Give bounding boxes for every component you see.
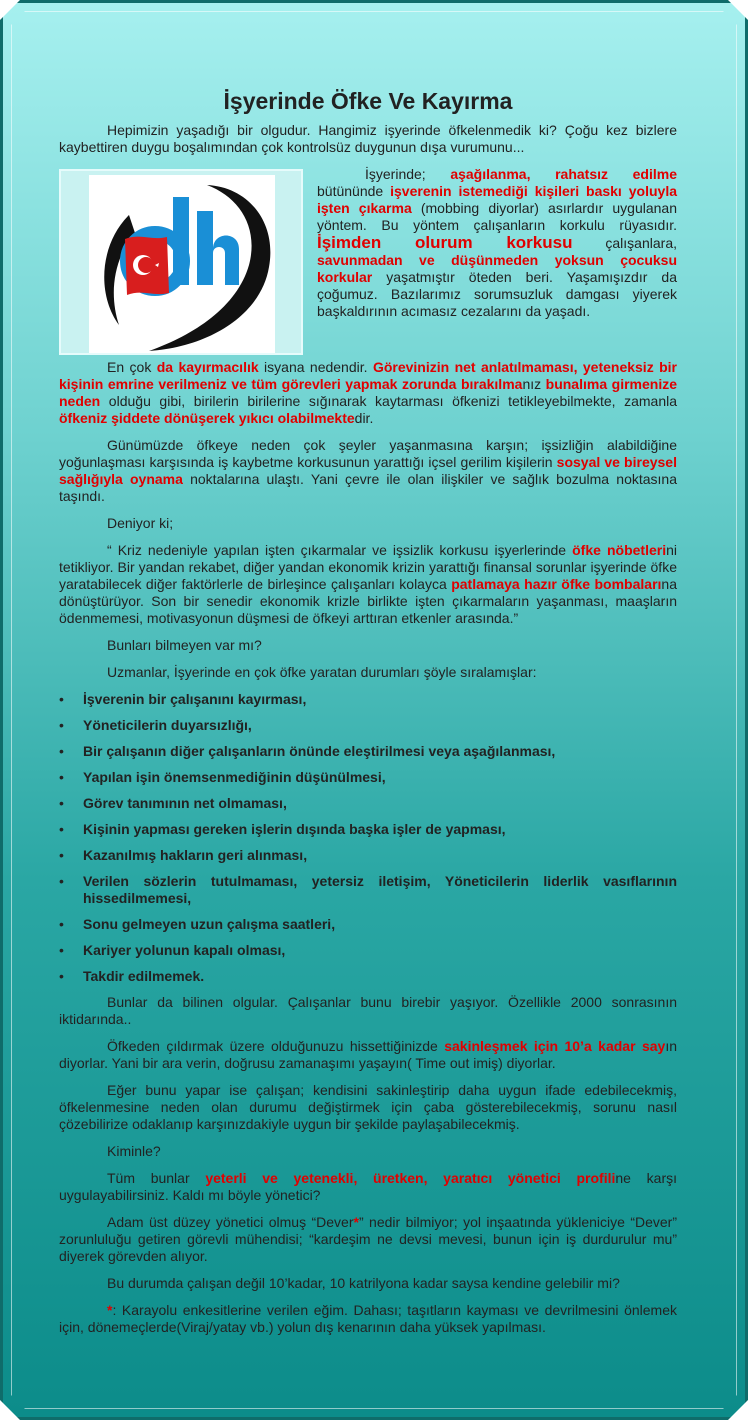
emphasis-span: aşağılanma, rahatsız edilme xyxy=(450,166,677,182)
text-span: dir. xyxy=(354,410,374,426)
text-span: olduğu gibi, birilerin birilerine sığınarak kaytarması öfkenizi tetikleyebilmekte, zamanla xyxy=(100,393,677,409)
paragraph-quadrillion: Bu durumda çalışan değil 10’kadar, 10 katrilyona kadar saysa kendine gelebilir mi? xyxy=(107,1275,620,1291)
list-item: • Kişinin yapması gereken işlerin dışında başka işler de yapması, xyxy=(59,821,677,838)
text-span: isyana nedendir. xyxy=(258,359,373,375)
text-span: ” nedir bilmiyor; yol inşaatında yükleniciye “Dever” zorunluluğu getiren görevli mühendisi; “kardeşim ne devsi mevesi, bunun için iş durdurulur mu” diyerek görevden alıyor. xyxy=(59,1214,677,1264)
emphasis-span: Görevinizin net anlatılmaması, yeteneksiz bir kişinin emrine verilmeniz ve tüm görevleri yapmak zorunda bırakılma xyxy=(59,359,677,392)
paragraph-known: Bunlar da bilinen olgular. Çalışanlar bunu birebir yaşıyor. Özellikle 2000 sonrasının iktidarında.. xyxy=(59,994,677,1027)
dh-logo-icon xyxy=(89,175,275,353)
article xyxy=(59,86,677,1346)
emphasis-span: patlamaya hazır öfke bombaları xyxy=(451,576,662,592)
list-item: • İşverenin bir çalışanını kayırması, xyxy=(59,691,677,708)
emphasis-span: öfke nöbetleri xyxy=(572,542,667,558)
text-span: ne karşı uygulayabilirsiniz. Kaldı mı böyle yönetici? xyxy=(59,1170,677,1203)
list-item: • Kariyer yolunun kapalı olması, xyxy=(59,942,677,959)
text-span: : Karayolu enkesitlerine verilen eğim. Dahası; taşıtların kayması ve devrilmesini önlemek için, dönemeçlerde(Viraj/yatay vb.) yolun dış kenarının daha yüksek yapılması. xyxy=(59,1302,677,1335)
text-span: En çok xyxy=(107,359,157,375)
list-item: • Yöneticilerin duyarsızlığı, xyxy=(59,717,677,734)
text-span: (mobbing diyorlar) asırlardır uygulanan yöntem. Bu yöntem çalışanların korkulu rüyasıdır. xyxy=(317,200,677,233)
text-span: Tüm bunlar xyxy=(107,1170,206,1186)
list-item: • Takdir edilmemek. xyxy=(59,968,677,985)
emphasis-span: İşimden olurum korkusu xyxy=(317,233,573,252)
text-span: çalışanlara, xyxy=(572,235,677,251)
paragraph-intro: Hepimizin yaşadığı bir olgudur. Hangimiz işyerinde öfkelenmedik ki? Çoğu kez bizlere kaybettiren duygu boşalımından çok kontrolsüz duygunun dışa vurumunu... xyxy=(59,122,677,155)
paragraph-with-whom: Kiminle? xyxy=(107,1143,161,1159)
list-item: • Yapılan işin önemsenmediğinin düşünülmesi, xyxy=(59,769,677,786)
emphasis-span: sosyal ve bireysel sağlığıyla oynama xyxy=(59,454,677,487)
emphasis-span: işverenin istemediği kişileri baskı yoluyla işten çıkarma xyxy=(317,183,677,216)
paragraph-question: Bunları bilmeyen var mı? xyxy=(107,637,262,653)
emphasis-span: yeterli ve yetenekli, üretken, yaratıcı yönetici profili xyxy=(205,1170,616,1186)
anger-causes-list xyxy=(59,691,677,985)
footnote xyxy=(59,1302,677,1336)
paragraph-deniyor: Deniyor ki; xyxy=(107,515,174,531)
list-item: • Kazanılmış hakların geri alınması, xyxy=(59,847,677,864)
list-item: • Sonu gelmeyen uzun çalışma saatleri, xyxy=(59,916,677,933)
emphasis-span: bunalıma girmenize neden xyxy=(59,376,677,409)
text-span: Öfkeden çıldırmak üzere olduğunuzu hissettiğinizde xyxy=(107,1038,445,1054)
text-span: ın diyorlar. Yani bir ara verin, doğrusu zamanaşımı yaşayın( Time out imiş) diyorlar. xyxy=(59,1038,677,1071)
list-item: • Görev tanımının net olmaması, xyxy=(59,795,677,812)
asterisk: * xyxy=(107,1302,113,1318)
logo-box xyxy=(59,169,303,355)
paragraph-calm: Eğer bunu yapar ise çalışan; kendisini sakinleştirip daha uygun ifade edebilecekmiş, öfkelenmesine neden olan durumu değiştirmek için çaba gösterebilecekmiş, sorunu nasıl çözebilirize odaklanıp karşınızdakiyle uygun bir şekilde paylaşabilecekmiş. xyxy=(59,1082,677,1132)
emphasis-span: da kayırmacılık xyxy=(156,359,259,375)
text-span: ni tetikliyor. Bir yandan rekabet, diğer yandan ekonomik krizin yarattığı finansal sorunlar işyerinde öfke yaratabilecek diğer faktörlerle de birleşince çalışanları kolayca xyxy=(59,542,677,592)
text-span: bütününde xyxy=(317,183,391,199)
text-span: noktalarına ulaştı. Yani çevre ile olan ilişkiler ve sağlık bozulma noktasına taşındı. xyxy=(59,471,677,504)
list-item: • Bir çalışanın diğer çalışanların önünde eleştirilmesi veya aşağılanması, xyxy=(59,743,677,760)
emphasis-span: sakinleşmek için 10’a kadar say xyxy=(444,1038,666,1054)
logo-background xyxy=(89,175,275,353)
paragraph-dever xyxy=(59,1214,677,1265)
text-span: İşyerinde; xyxy=(365,166,451,182)
text-span: nız xyxy=(522,376,546,392)
text-span: Günümüzde öfkeye neden çok şeyler yaşanmasına karşın; işsizliğin alabildiğine yoğunlaşması karşısında iş kaybetme korkusunun yarattığı içsel gerilim kişilerin xyxy=(59,437,677,470)
text-span: yaşatmıştır öteden beri. Yaşamışızdır da çoğumuz. Bazılarımız sorumsuzluk damgası yiyerek başkaldırının acımasız cezalarını da yaşadı. xyxy=(317,269,677,319)
paragraph-today xyxy=(59,437,677,505)
paragraph-favoritism xyxy=(59,359,677,427)
text-span: “ Kriz nedeniyle yapılan işten çıkarmalar ve işsizlik korkusu işyerlerinde xyxy=(107,542,573,558)
paragraph-experts: Uzmanlar, İşyerinde en çok öfke yaratan durumları şöyle sıralamışlar: xyxy=(107,664,537,680)
paragraph-manager xyxy=(59,1170,677,1204)
page-title: İşyerinde Öfke Ve Kayırma xyxy=(223,88,513,114)
paragraph-count-ten xyxy=(59,1038,677,1072)
asterisk: * xyxy=(353,1214,359,1230)
emphasis-span: savunmadan ve düşünmeden yoksun çocuksu korkular xyxy=(317,252,677,285)
text-span: Adam üst düzey yönetici olmuş “Dever xyxy=(107,1214,354,1230)
paragraph-quote xyxy=(59,542,677,627)
emphasis-span: öfkeniz şiddete dönüşerek yıkıcı olabilmekte xyxy=(59,410,355,426)
list-item: • Verilen sözlerin tutulmaması, yetersiz iletişim, Yöneticilerin liderlik vasıflarının hissedilmemesi, xyxy=(59,873,677,907)
text-span: na dönüştürüyor. Son bir senedir ekonomik krizle birlikte işten çıkarmaların yaşanması, maaşların ödenmemesi, motivasyonun düşmesi de öfkeyi arttıran etkenler arasında.” xyxy=(59,576,677,626)
